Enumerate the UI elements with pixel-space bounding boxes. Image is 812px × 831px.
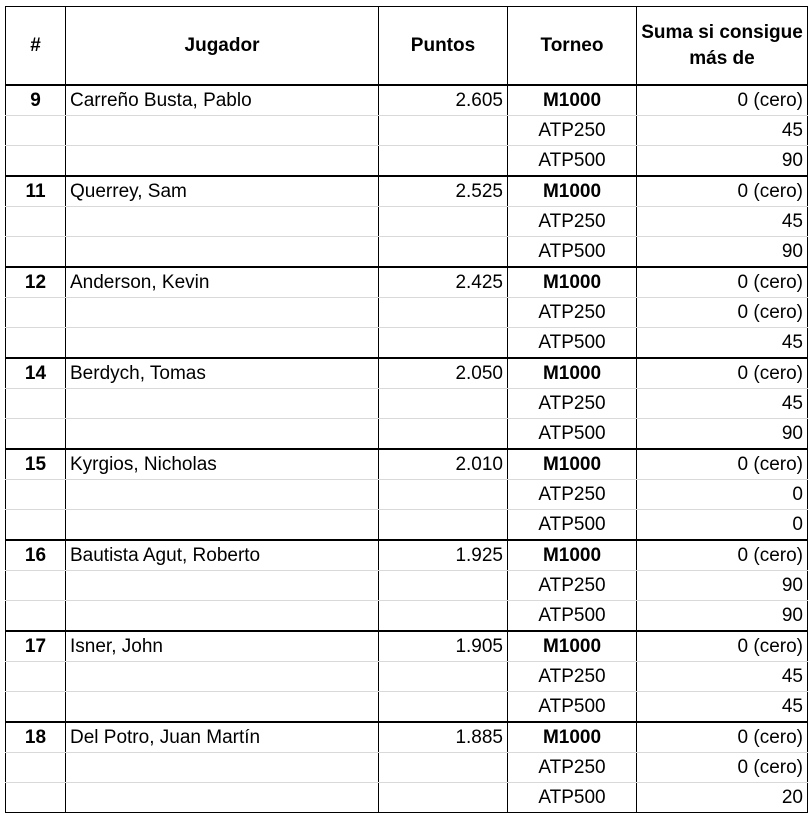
- rank-cell: 17: [6, 631, 66, 662]
- table-row: [6, 298, 808, 328]
- table-row: [6, 631, 808, 662]
- points-cell: [379, 692, 508, 723]
- rank-cell: 18: [6, 722, 66, 753]
- table-row: [6, 783, 808, 813]
- table-row: [6, 419, 808, 450]
- tournament-cell: M1000: [508, 449, 637, 480]
- tournament-cell: ATP500: [508, 510, 637, 541]
- points-cell: [379, 662, 508, 692]
- rank-cell: [6, 601, 66, 632]
- rank-cell: [6, 753, 66, 783]
- sum-cell: 45: [637, 692, 808, 723]
- sum-cell: 20: [637, 783, 808, 813]
- table-row: [6, 510, 808, 541]
- sum-cell: 0 (cero): [637, 267, 808, 298]
- tournament-cell: ATP250: [508, 480, 637, 510]
- player-name-cell: Isner, John: [66, 631, 379, 662]
- points-cell: [379, 419, 508, 450]
- sum-cell: 0 (cero): [637, 85, 808, 116]
- tournament-cell: ATP500: [508, 146, 637, 177]
- player-name-cell: [66, 389, 379, 419]
- tournament-cell: ATP250: [508, 298, 637, 328]
- points-cell: [379, 207, 508, 237]
- rank-cell: [6, 146, 66, 177]
- player-name-cell: Carreño Busta, Pablo: [66, 85, 379, 116]
- table-body: [6, 85, 808, 813]
- header-player: Jugador: [66, 7, 379, 86]
- points-cell: 2.010: [379, 449, 508, 480]
- table-row: [6, 601, 808, 632]
- sum-cell: 45: [637, 116, 808, 146]
- sum-cell: 0 (cero): [637, 449, 808, 480]
- rank-cell: [6, 571, 66, 601]
- player-name-cell: Berdych, Tomas: [66, 358, 379, 389]
- sum-cell: 0: [637, 480, 808, 510]
- points-cell: [379, 480, 508, 510]
- player-name-cell: [66, 692, 379, 723]
- rank-cell: [6, 662, 66, 692]
- sum-cell: 0 (cero): [637, 722, 808, 753]
- table-row: [6, 449, 808, 480]
- rank-cell: [6, 692, 66, 723]
- points-cell: [379, 389, 508, 419]
- sum-cell: 45: [637, 389, 808, 419]
- player-name-cell: [66, 419, 379, 450]
- table-row: [6, 85, 808, 116]
- header-row: [6, 7, 808, 86]
- points-cell: [379, 601, 508, 632]
- tournament-cell: ATP250: [508, 662, 637, 692]
- player-name-cell: [66, 116, 379, 146]
- sum-cell: 0 (cero): [637, 631, 808, 662]
- sum-cell: 45: [637, 662, 808, 692]
- sum-cell: 90: [637, 237, 808, 268]
- ranking-table: [5, 6, 808, 813]
- table-row: [6, 146, 808, 177]
- player-name-cell: [66, 783, 379, 813]
- tournament-cell: M1000: [508, 267, 637, 298]
- player-name-cell: Del Potro, Juan Martín: [66, 722, 379, 753]
- points-cell: 2.425: [379, 267, 508, 298]
- rank-cell: [6, 419, 66, 450]
- rank-cell: 14: [6, 358, 66, 389]
- header-rank: #: [6, 7, 66, 86]
- tournament-cell: M1000: [508, 722, 637, 753]
- rank-cell: 11: [6, 176, 66, 207]
- table-row: [6, 237, 808, 268]
- sum-cell: 0 (cero): [637, 540, 808, 571]
- points-cell: [379, 116, 508, 146]
- tournament-cell: ATP500: [508, 692, 637, 723]
- tournament-cell: ATP250: [508, 207, 637, 237]
- sum-cell: 0 (cero): [637, 298, 808, 328]
- rank-cell: [6, 328, 66, 359]
- tournament-cell: ATP500: [508, 328, 637, 359]
- rank-cell: 9: [6, 85, 66, 116]
- points-cell: [379, 146, 508, 177]
- rank-cell: [6, 116, 66, 146]
- rank-cell: [6, 207, 66, 237]
- player-name-cell: [66, 298, 379, 328]
- player-name-cell: Querrey, Sam: [66, 176, 379, 207]
- tournament-cell: ATP250: [508, 571, 637, 601]
- sum-cell: 0: [637, 510, 808, 541]
- player-name-cell: Bautista Agut, Roberto: [66, 540, 379, 571]
- table-row: [6, 540, 808, 571]
- points-cell: [379, 328, 508, 359]
- table-row: [6, 722, 808, 753]
- player-name-cell: [66, 146, 379, 177]
- table-row: [6, 389, 808, 419]
- player-name-cell: [66, 480, 379, 510]
- table-row: [6, 480, 808, 510]
- tournament-cell: ATP500: [508, 419, 637, 450]
- sum-cell: 45: [637, 207, 808, 237]
- table-row: [6, 692, 808, 723]
- header-tournament: Torneo: [508, 7, 637, 86]
- rank-cell: [6, 783, 66, 813]
- sum-cell: 90: [637, 419, 808, 450]
- points-cell: 2.605: [379, 85, 508, 116]
- tournament-cell: ATP500: [508, 601, 637, 632]
- player-name-cell: Anderson, Kevin: [66, 267, 379, 298]
- table-row: [6, 207, 808, 237]
- player-name-cell: Kyrgios, Nicholas: [66, 449, 379, 480]
- rank-cell: [6, 237, 66, 268]
- tournament-cell: ATP250: [508, 389, 637, 419]
- player-name-cell: [66, 601, 379, 632]
- table-row: [6, 116, 808, 146]
- tournament-cell: M1000: [508, 631, 637, 662]
- table-row: [6, 358, 808, 389]
- points-cell: 2.525: [379, 176, 508, 207]
- points-cell: 1.905: [379, 631, 508, 662]
- points-cell: [379, 237, 508, 268]
- points-cell: [379, 753, 508, 783]
- table-row: [6, 328, 808, 359]
- sum-cell: 90: [637, 601, 808, 632]
- player-name-cell: [66, 571, 379, 601]
- player-name-cell: [66, 510, 379, 541]
- tournament-cell: M1000: [508, 85, 637, 116]
- table-row: [6, 662, 808, 692]
- points-cell: 1.925: [379, 540, 508, 571]
- sum-cell: 90: [637, 146, 808, 177]
- tournament-cell: M1000: [508, 358, 637, 389]
- table-row: [6, 267, 808, 298]
- player-name-cell: [66, 662, 379, 692]
- points-cell: [379, 298, 508, 328]
- table-row: [6, 571, 808, 601]
- table-row: [6, 753, 808, 783]
- sum-cell: 0 (cero): [637, 753, 808, 783]
- rank-cell: 15: [6, 449, 66, 480]
- sum-cell: 90: [637, 571, 808, 601]
- tournament-cell: ATP500: [508, 783, 637, 813]
- player-name-cell: [66, 328, 379, 359]
- sum-cell: 0 (cero): [637, 358, 808, 389]
- points-cell: [379, 571, 508, 601]
- player-name-cell: [66, 237, 379, 268]
- points-cell: 1.885: [379, 722, 508, 753]
- tournament-cell: M1000: [508, 540, 637, 571]
- points-cell: [379, 783, 508, 813]
- rank-cell: 16: [6, 540, 66, 571]
- rank-cell: [6, 389, 66, 419]
- sum-cell: 45: [637, 328, 808, 359]
- points-cell: [379, 510, 508, 541]
- tournament-cell: ATP250: [508, 753, 637, 783]
- player-name-cell: [66, 753, 379, 783]
- tournament-cell: M1000: [508, 176, 637, 207]
- player-name-cell: [66, 207, 379, 237]
- rank-cell: [6, 298, 66, 328]
- sum-cell: 0 (cero): [637, 176, 808, 207]
- rank-cell: [6, 510, 66, 541]
- tournament-cell: ATP250: [508, 116, 637, 146]
- header-points: Puntos: [379, 7, 508, 86]
- rank-cell: 12: [6, 267, 66, 298]
- rank-cell: [6, 480, 66, 510]
- points-cell: 2.050: [379, 358, 508, 389]
- table-row: [6, 176, 808, 207]
- header-sum-if: Suma si consigue más de: [637, 7, 808, 86]
- tournament-cell: ATP500: [508, 237, 637, 268]
